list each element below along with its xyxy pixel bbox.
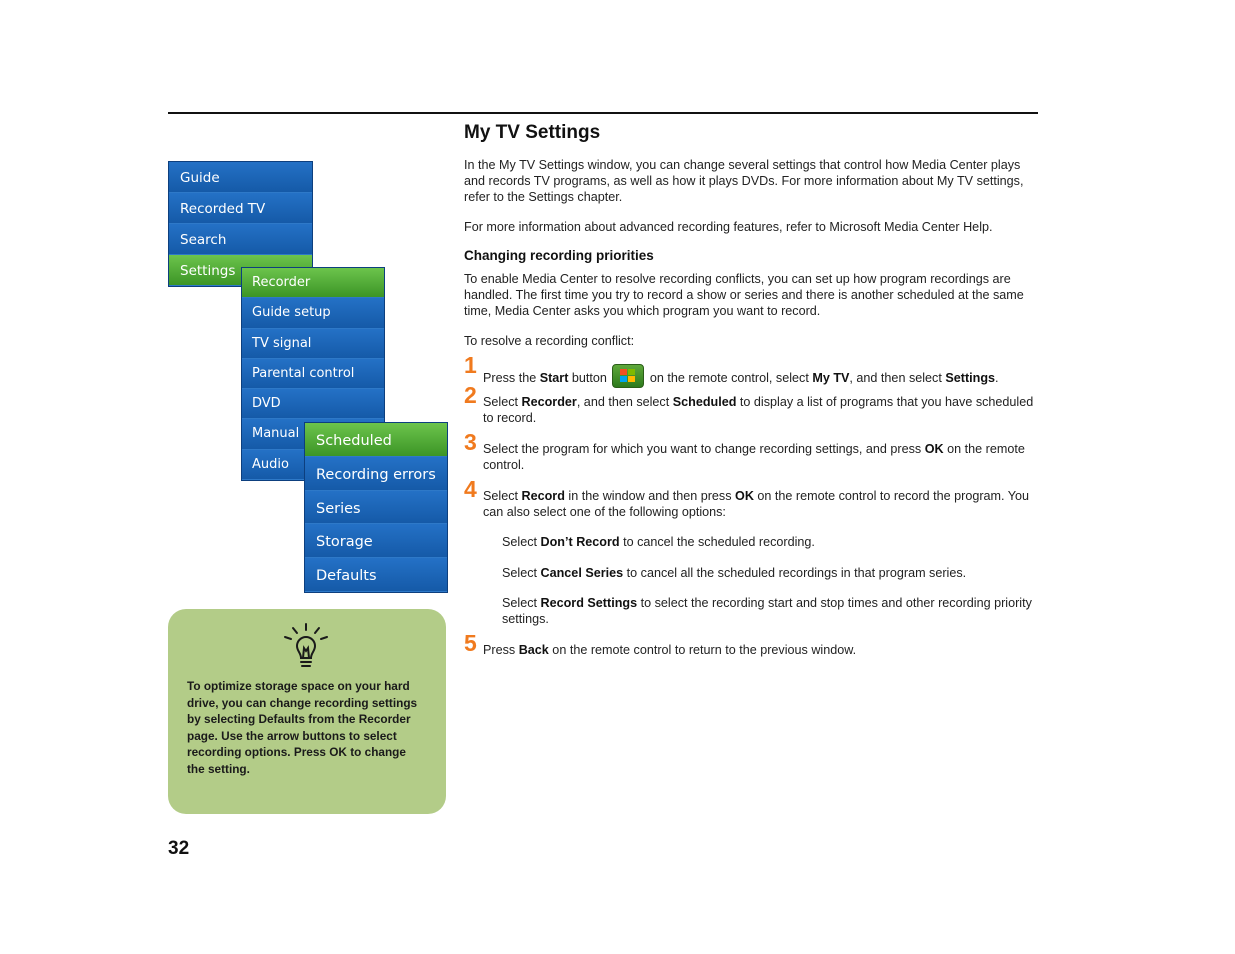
step-4: 4 Select Record in the window and then press OK on the remote control to record the program. You can also select one of the following options: xyxy=(464,476,1030,519)
menu-item-guide[interactable]: Guide xyxy=(169,162,312,193)
step-3: 3 Select the program for which you want to change recording settings, and press OK on the remote control. xyxy=(464,429,1025,472)
option-cancel-series: Select Cancel Series to cancel all the scheduled recordings in that program series. xyxy=(502,566,967,580)
recorder-menu xyxy=(304,422,448,593)
menu-item-audio[interactable]: Audio xyxy=(242,450,384,480)
step-number: 3 xyxy=(464,429,477,455)
menu-item-parental-control[interactable]: Parental control xyxy=(242,359,384,389)
step-number: 5 xyxy=(464,630,477,656)
menu-item-defaults[interactable]: Defaults xyxy=(305,558,447,592)
step-5: 5 Press Back on the remote control to return to the previous window. xyxy=(464,630,857,657)
option-record-settings: Select Record Settings to select the recording start and stop times and other recording priority settings. xyxy=(502,596,1032,626)
menu-item-recorder[interactable]: Recorder xyxy=(242,268,384,298)
menu-item-storage[interactable]: Storage xyxy=(305,524,447,558)
menu-item-recorded-tv[interactable]: Recorded TV xyxy=(169,193,312,224)
menu-item-tv-signal[interactable]: TV signal xyxy=(242,329,384,359)
lightbulb-icon xyxy=(281,622,331,672)
step-1: 1 Press the Start button on the remote control, select My TV, and then select Settings. xyxy=(464,364,1039,388)
menu-item-manual[interactable]: Manual xyxy=(242,419,384,449)
menu-item-series[interactable]: Series xyxy=(305,491,447,525)
windows-start-icon xyxy=(612,364,644,388)
tip-text: To optimize storage space on your hard drive, you can change recording settings by selecting Defaults from the Recorder page. Use the arrow buttons to select recording options. Press OK to change the setting. xyxy=(187,679,418,776)
tip-box xyxy=(168,609,446,814)
menu-item-search[interactable]: Search xyxy=(169,224,312,255)
intro-paragraph-2: For more information about advanced recording features, refer to Microsoft Media Center Help. xyxy=(464,220,993,234)
menu-item-settings[interactable]: Settings xyxy=(169,255,312,286)
menu-item-dvd[interactable]: DVD xyxy=(242,389,384,419)
section-subheading: Changing recording priorities xyxy=(464,248,654,263)
page-number: 32 xyxy=(168,838,190,859)
menu-item-guide-setup[interactable]: Guide setup xyxy=(242,298,384,328)
menu-item-scheduled[interactable]: Scheduled xyxy=(305,423,447,457)
option-dont-record: Select Don’t Record to cancel the scheduled recording. xyxy=(502,535,815,549)
resolve-intro: To resolve a recording conflict: xyxy=(464,334,635,348)
intro-paragraph-1: In the My TV Settings window, you can change several settings that control how Media Center plays and records TV programs, as well as how it plays DVDs. For more information about My TV settings, refer to the Settings chapter. xyxy=(464,158,1024,204)
step-number: 4 xyxy=(464,476,477,502)
step-number: 1 xyxy=(464,352,477,378)
conflict-paragraph: To enable Media Center to resolve recording conflicts, you can set up how program recordings are handled. The first time you try to record a show or series and there is another scheduled at the same time, Media Center asks you which program you want to record. xyxy=(464,272,1024,318)
header-rule xyxy=(168,112,1038,114)
menu-item-recording-errors[interactable]: Recording errors xyxy=(305,457,447,491)
step-number: 2 xyxy=(464,382,477,408)
page-title: My TV Settings xyxy=(464,122,601,143)
step-2: 2 Select Recorder, and then select Scheduled to display a list of programs that you have scheduled to record. xyxy=(464,382,1034,425)
